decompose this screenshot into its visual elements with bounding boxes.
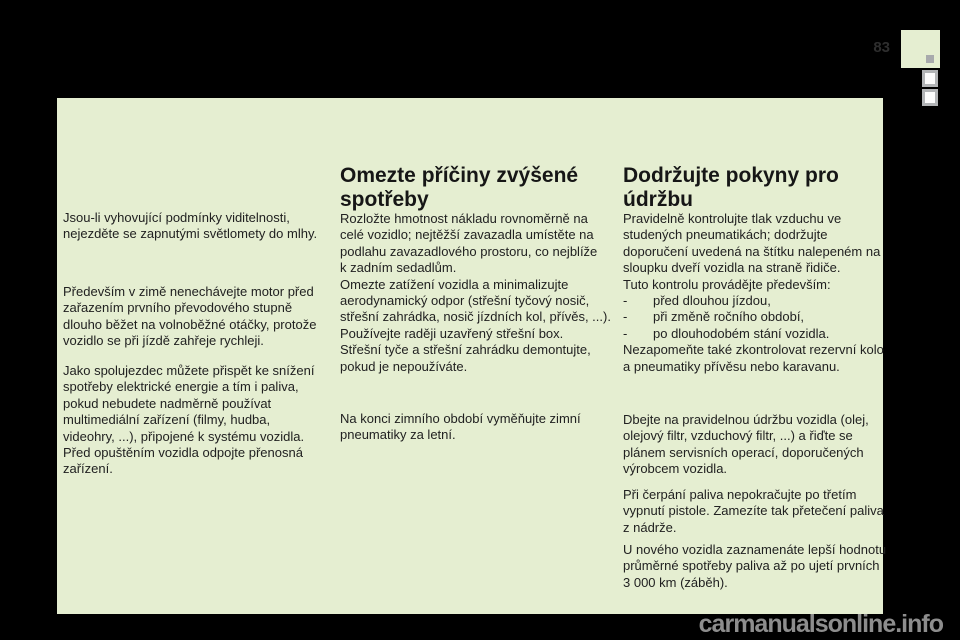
- text-line: Rozložte hmotnost nákladu rovnoměrně na: [340, 211, 588, 226]
- column-reduce-consumption: [340, 98, 620, 614]
- text-line: celé vozidlo; nejtěžší zavazadla umístěte na: [340, 227, 594, 243]
- text-line: zařazením prvního převodového stupně: [63, 300, 293, 316]
- text-line: U nového vozidla zaznamenáte lepší hodnotu: [623, 542, 887, 557]
- text-line: doporučení uvedená na štítku nalepeném na: [623, 243, 881, 259]
- text-line: z nádrže.: [623, 519, 677, 535]
- text-line: Omezte zatížení vozidla a minimalizujte: [340, 276, 569, 292]
- checklist-text: před dlouhou jízdou,: [653, 293, 771, 309]
- list-dash: -: [623, 293, 628, 309]
- watermark: carmanualsonline.info: [698, 610, 943, 638]
- text-line: Jako spolujezdec můžete přispět ke snížení: [63, 363, 315, 378]
- paragraph-load-aerodynamics: [340, 211, 620, 375]
- text-line: podlahu zavazadlového prostoru, co nejblíže: [340, 243, 598, 259]
- checklist-text: při změně ročního období,: [653, 309, 805, 325]
- paragraph-spare-wheel: [623, 342, 885, 375]
- paragraph-tyre-pressure: [623, 211, 885, 293]
- checklist-item: [623, 309, 885, 325]
- page-number: 83: [873, 39, 890, 56]
- text-line: Jsou-li vyhovující podmínky viditelnosti,: [63, 210, 290, 225]
- checklist-text: po dlouhodobém stání vozidla.: [653, 325, 830, 341]
- text-line: pokud je nepoužíváte.: [340, 358, 468, 374]
- text-line: Na konci zimního období vyměňujte zimní: [340, 411, 581, 426]
- text-line: zařízení.: [63, 461, 113, 477]
- text-line: Používejte raději uzavřený střešní box.: [340, 325, 564, 341]
- text-line: Dodržujte pokyny pro: [623, 164, 839, 187]
- text-line: plánem servisních operací, doporučených: [623, 444, 864, 460]
- text-line: pneumatiky za letní.: [340, 427, 456, 443]
- paragraph-refuelling: [623, 487, 885, 536]
- text-line: sloupku dveří vozidla na straně řidiče.: [623, 260, 841, 276]
- column-driving-tips: [63, 98, 323, 614]
- text-line: studených pneumatikách; dodržujte: [623, 227, 828, 243]
- page-edge-marker-1: [922, 70, 938, 87]
- text-line: a pneumatiky přívěsu nebo karavanu.: [623, 358, 840, 374]
- paragraph-winter-idling: [63, 284, 323, 350]
- text-line: spotřeby: [340, 188, 429, 211]
- paragraph-new-vehicle: [623, 542, 885, 591]
- paragraph-passenger-electronics: [63, 363, 323, 478]
- text-line: Při čerpání paliva nepokračujte po třetím: [623, 487, 857, 502]
- content-panel: [57, 98, 887, 614]
- text-line: k zadním sedadlům.: [340, 260, 457, 276]
- paragraph-regular-maintenance: [623, 412, 885, 478]
- text-line: střešní zahrádka, nosič jízdních kol, přívěs, ...).: [340, 309, 611, 325]
- checklist-item: [623, 293, 885, 309]
- text-line: 3 000 km (záběh).: [623, 574, 728, 590]
- text-line: vozidlo se při jízdě zahřeje rychleji.: [63, 333, 264, 349]
- section-tab-indicator: [926, 55, 934, 63]
- section-tab: [901, 30, 940, 68]
- text-line: Omezte příčiny zvýšené: [340, 164, 579, 187]
- text-line: údržbu: [623, 188, 693, 211]
- text-line: Tuto kontrolu provádějte především:: [623, 276, 831, 292]
- text-line: Dbejte na pravidelnou údržbu vozidla (olej,: [623, 412, 869, 427]
- text-line: spotřeby elektrické energie a tím i paliva,: [63, 379, 299, 395]
- text-line: nejezděte se zapnutými světlomety do mlhy.: [63, 226, 318, 242]
- text-line: dlouho běžet na volnoběžné otáčky, protože: [63, 316, 317, 332]
- text-line: průměrné spotřeby paliva až po ujetí prvních: [623, 558, 880, 574]
- text-line: Především v zimě nenechávejte motor před: [63, 284, 314, 299]
- text-line: pokud nebudete nadměrně používat: [63, 395, 272, 411]
- text-line: multimediální zařízení (filmy, hudba,: [63, 412, 271, 428]
- text-line: Pravidelně kontrolujte tlak vzduchu ve: [623, 211, 842, 226]
- text-line: aerodynamický odpor (střešní tyčový nosič,: [340, 293, 590, 309]
- column-maintenance: [623, 98, 885, 614]
- list-dash: -: [623, 325, 628, 341]
- section-heading-consumption: [340, 164, 620, 212]
- text-line: Střešní tyče a střešní zahrádku demontujte,: [340, 342, 591, 358]
- text-line: olejový filtr, vzduchový filtr, ...) a řiďte se: [623, 428, 853, 444]
- text-line: výrobcem vozidla.: [623, 461, 728, 477]
- list-dash: -: [623, 309, 628, 325]
- page-edge-marker-2: [922, 89, 938, 106]
- paragraph-fog-lights: [63, 210, 323, 243]
- text-line: Nezapomeňte také zkontrolovat rezervní kolo: [623, 342, 884, 358]
- text-line: vypnutí pistole. Zamezíte tak přetečení paliva: [623, 503, 884, 519]
- section-heading-maintenance: [623, 164, 885, 212]
- paragraph-winter-tyres: [340, 411, 620, 444]
- text-line: videohry, ...), připojené k systému vozidla.: [63, 428, 305, 444]
- text-line: Před opuštěním vozidla odpojte přenosná: [63, 445, 303, 461]
- tyre-pressure-block: [623, 211, 885, 375]
- checklist-item: [623, 326, 885, 342]
